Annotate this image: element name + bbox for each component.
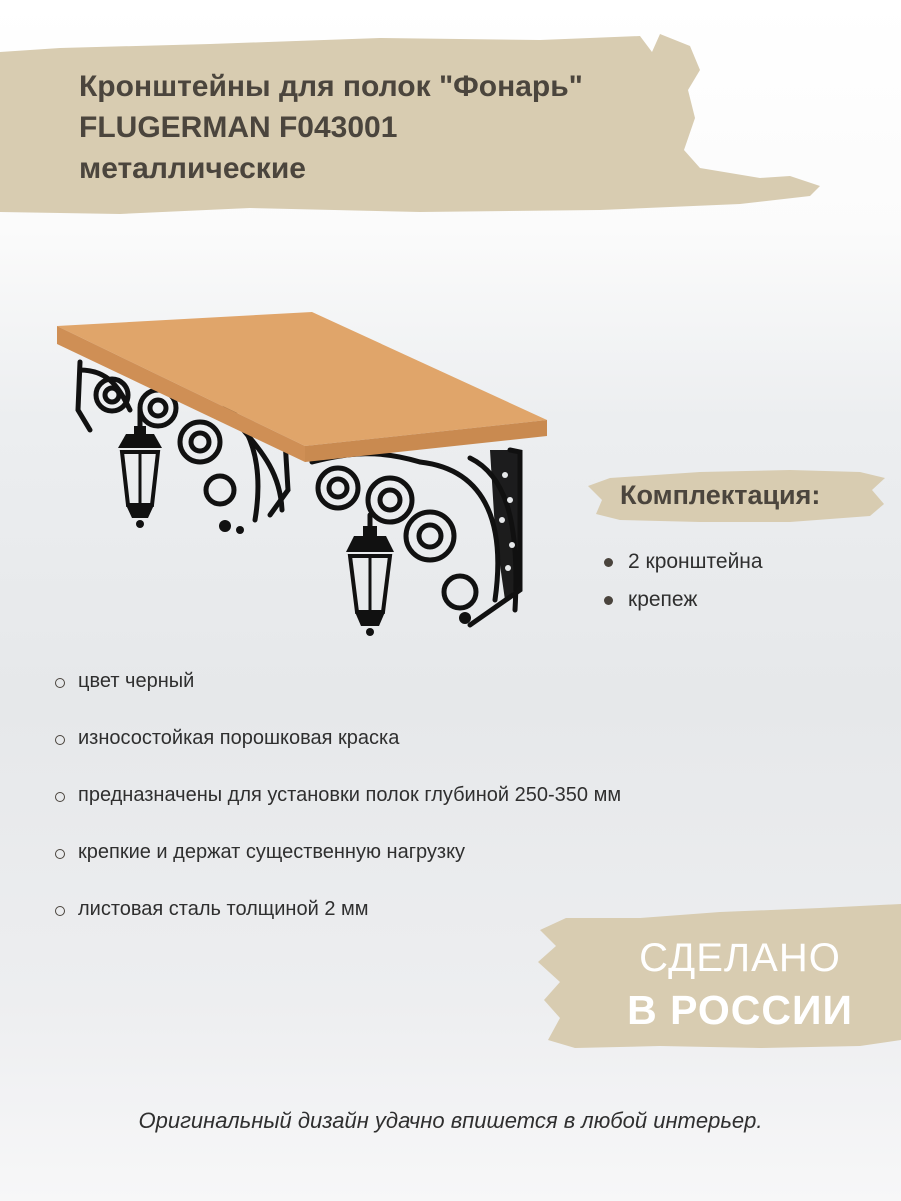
list-item bbox=[55, 784, 755, 841]
right-lantern bbox=[346, 526, 394, 636]
bullet-ring-icon bbox=[55, 906, 65, 916]
kit-item-label: крепеж bbox=[628, 588, 698, 611]
kit-list bbox=[604, 550, 864, 626]
feature-label: цвет черный bbox=[78, 670, 195, 692]
product-title bbox=[79, 66, 699, 189]
left-lantern bbox=[118, 426, 162, 528]
bullet-ring-icon bbox=[55, 849, 65, 859]
feature-label: листовая сталь толщиной 2 мм bbox=[78, 898, 369, 920]
feature-label: крепкие и держат существенную нагрузку bbox=[78, 841, 466, 863]
tagline: Оригинальный дизайн удачно впишется в любой интерьер. bbox=[138, 1108, 763, 1133]
made-in-line-2: В РОССИИ bbox=[627, 987, 853, 1033]
list-item bbox=[55, 841, 755, 898]
list-item bbox=[55, 670, 755, 727]
shelf-with-lantern-brackets-image bbox=[50, 300, 560, 645]
list-item bbox=[55, 727, 755, 784]
title-line-3: металлические bbox=[79, 152, 306, 185]
feature-label: предназначены для установки полок глубиной 250-350 мм bbox=[78, 784, 622, 806]
list-item bbox=[604, 588, 864, 626]
bullet-dot-icon bbox=[604, 596, 613, 605]
list-item bbox=[604, 550, 864, 588]
feature-label: износостойкая порошковая краска bbox=[78, 727, 400, 749]
bullet-ring-icon bbox=[55, 792, 65, 802]
title-line-2: FLUGERMAN F043001 bbox=[79, 111, 398, 144]
bullet-ring-icon bbox=[55, 678, 65, 688]
kit-item-label: 2 кронштейна bbox=[628, 550, 763, 573]
made-in-line-1: СДЕЛАНО bbox=[639, 936, 841, 980]
bullet-ring-icon bbox=[55, 735, 65, 745]
made-in-russia-badge bbox=[600, 935, 880, 1035]
kit-heading: Комплектация: bbox=[620, 480, 821, 510]
title-line-1: Кронштейны для полок "Фонарь" bbox=[79, 70, 583, 103]
bullet-dot-icon bbox=[604, 558, 613, 567]
right-bracket bbox=[312, 450, 520, 625]
feature-list bbox=[55, 670, 755, 955]
